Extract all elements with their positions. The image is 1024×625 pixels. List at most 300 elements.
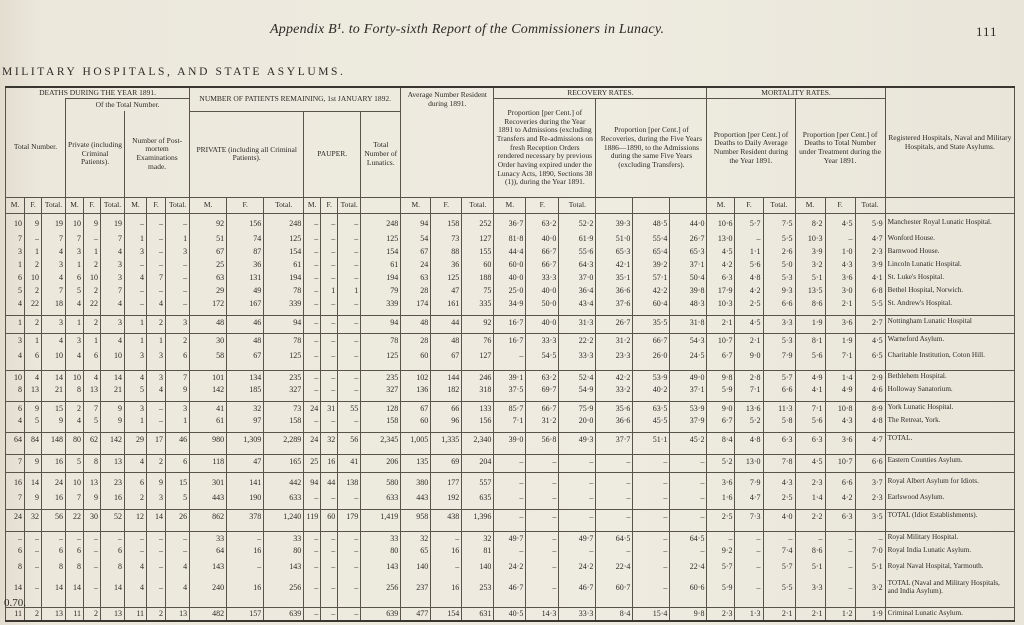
table-body: [6, 214, 1015, 621]
table-cell: 5·8: [763, 415, 795, 428]
table-cell: 1: [6, 259, 25, 272]
table-cell: 1,419: [361, 510, 401, 523]
table-row: [6, 510, 1015, 523]
table-cell: 37·5: [494, 384, 526, 397]
col-f: F.: [321, 198, 338, 214]
table-cell: 35·1: [596, 272, 633, 285]
table-cell: 8·4: [596, 608, 633, 621]
table-cell: 3·6: [825, 316, 855, 329]
table-cell: 16·7: [494, 334, 526, 347]
table-cell: 92: [190, 214, 227, 233]
table-cell: 78: [264, 285, 304, 298]
table-cell: 1: [166, 233, 190, 246]
table-cell: 6·7: [707, 347, 735, 366]
table-cell: 442: [264, 473, 304, 492]
table-cell: 16: [227, 545, 264, 558]
table-cell: 142: [190, 384, 227, 397]
table-cell: 633: [361, 492, 401, 505]
table-cell: 16: [431, 577, 462, 599]
table-cell: 61: [361, 259, 401, 272]
table-cell: 23: [101, 473, 125, 492]
table-cell: –: [321, 347, 338, 366]
table-cell: 53·9: [633, 371, 670, 384]
table-cell: 1: [84, 246, 101, 259]
table-cell: 635: [462, 492, 494, 505]
table-cell: –: [735, 545, 763, 558]
hospital-name: Nottingham Lunatic Hospital: [885, 316, 1014, 329]
table-cell: –: [321, 558, 338, 577]
table-cell: 8: [101, 558, 125, 577]
table-cell: –: [494, 545, 526, 558]
table-cell: 7: [101, 233, 125, 246]
table-cell: –: [795, 532, 825, 545]
table-cell: 94: [361, 316, 401, 329]
table-cell: 73: [431, 233, 462, 246]
table-cell: 48·3: [670, 298, 707, 311]
table-cell: 318: [462, 384, 494, 397]
table-cell: –: [304, 246, 321, 259]
table-cell: –: [338, 384, 361, 397]
table-cell: 39·3: [596, 214, 633, 233]
table-cell: –: [596, 510, 633, 523]
table-cell: 3·6: [707, 473, 735, 492]
mortality-rates-header: MORTALITY RATES.: [707, 87, 885, 99]
table-cell: 204: [462, 455, 494, 468]
table-cell: 31: [321, 402, 338, 415]
table-cell: 24·2: [494, 558, 526, 577]
table-cell: 6: [66, 272, 84, 285]
table-cell: 60·6: [670, 577, 707, 599]
table-cell: 580: [361, 473, 401, 492]
hospital-name: Royal Naval Hospital, Yarmouth.: [885, 558, 1014, 577]
table-cell: 97: [227, 415, 264, 428]
table-cell: 158: [431, 214, 462, 233]
table-cell: 3: [125, 246, 147, 259]
table-cell: –: [559, 545, 596, 558]
table-cell: 48: [227, 334, 264, 347]
total-number-header: Total Number.: [6, 99, 66, 198]
table-cell: 6: [25, 347, 42, 366]
table-row: [6, 415, 1015, 428]
hospital-name: Warneford Asylum.: [885, 334, 1014, 347]
table-cell: 64·5: [670, 532, 707, 545]
table-cell: 958: [401, 510, 431, 523]
table-cell: –: [526, 455, 559, 468]
table-cell: 85·7: [494, 402, 526, 415]
table-cell: –: [338, 272, 361, 285]
table-cell: –: [304, 558, 321, 577]
table-cell: 157: [227, 608, 264, 621]
table-cell: 206: [361, 455, 401, 468]
table-cell: 58: [190, 347, 227, 366]
table-cell: –: [596, 455, 633, 468]
table-cell: 88: [431, 246, 462, 259]
table-row: [6, 384, 1015, 397]
table-cell: 50·4: [670, 272, 707, 285]
table-cell: –: [633, 455, 670, 468]
table-cell: –: [494, 347, 526, 366]
table-cell: 4: [6, 347, 25, 366]
table-cell: 66: [431, 402, 462, 415]
table-cell: 3: [66, 334, 84, 347]
table-cell: 4: [101, 334, 125, 347]
table-cell: 7·8: [763, 455, 795, 468]
table-cell: 25: [190, 259, 227, 272]
table-cell: –: [25, 558, 42, 577]
recovery-admissions-header: Proportion [per Cent.] of Recoveries during the Year 1891 to Admissions (excluding Transfers and Re-admissions on fresh Reception Orders rendered necessary by previous Order having expired under the Lunacy Acts, 1890, Sections 38 (1)), during the Year 1891.: [494, 99, 596, 198]
table-cell: 133: [462, 402, 494, 415]
table-cell: 118: [190, 455, 227, 468]
table-cell: –: [6, 532, 25, 545]
table-cell: 185: [227, 384, 264, 397]
table-cell: 4·3: [763, 473, 795, 492]
table-cell: 65·3: [670, 246, 707, 259]
table-cell: 4·2: [707, 259, 735, 272]
table-cell: 26·7: [670, 233, 707, 246]
table-cell: 39·0: [494, 433, 526, 446]
table-cell: 3: [166, 402, 190, 415]
table-cell: –: [304, 384, 321, 397]
table-cell: 6·3: [763, 433, 795, 446]
table-cell: –: [321, 214, 338, 233]
table-cell: 6: [42, 545, 66, 558]
col-total: Total.: [462, 198, 494, 214]
table-cell: 8: [66, 558, 84, 577]
table-cell: 1: [84, 334, 101, 347]
table-cell: 4·8: [855, 415, 885, 428]
table-cell: 65·4: [633, 246, 670, 259]
table-cell: 125: [264, 233, 304, 246]
table-cell: 4·3: [825, 259, 855, 272]
table-cell: –: [147, 259, 166, 272]
table-cell: –: [526, 532, 559, 545]
table-cell: –: [84, 558, 101, 577]
table-cell: –: [147, 246, 166, 259]
table-cell: 5: [66, 285, 84, 298]
table-cell: 16·7: [494, 316, 526, 329]
table-cell: 125: [361, 347, 401, 366]
table-cell: –: [125, 259, 147, 272]
table-row: [6, 545, 1015, 558]
table-cell: –: [670, 510, 707, 523]
table-cell: –: [338, 371, 361, 384]
table-cell: 24: [6, 510, 25, 523]
table-cell: 9: [84, 492, 101, 505]
table-cell: –: [84, 545, 101, 558]
table-cell: 42·2: [633, 285, 670, 298]
table-cell: 1,240: [264, 510, 304, 523]
table-cell: 46·7: [494, 577, 526, 599]
table-cell: –: [166, 545, 190, 558]
table-cell: 43·4: [559, 298, 596, 311]
col-total: Total.: [166, 198, 190, 214]
col-f: F.: [147, 198, 166, 214]
table-cell: 2·3: [855, 246, 885, 259]
table-row: [6, 233, 1015, 246]
table-cell: –: [125, 545, 147, 558]
table-cell: –: [559, 492, 596, 505]
table-cell: 44: [431, 316, 462, 329]
table-cell: 1,396: [462, 510, 494, 523]
table-cell: 54: [401, 233, 431, 246]
table-cell: 13·5: [795, 285, 825, 298]
table-cell: 4·6: [855, 384, 885, 397]
table-cell: 1,005: [401, 433, 431, 446]
table-cell: 167: [227, 298, 264, 311]
table-cell: 40·2: [633, 384, 670, 397]
table-cell: 9·0: [735, 347, 763, 366]
table-cell: 46: [166, 433, 190, 446]
statistics-table: [5, 86, 1015, 622]
table-cell: 4: [166, 577, 190, 599]
table-cell: 5·6: [735, 259, 763, 272]
table-cell: 32: [462, 532, 494, 545]
hospital-name: TOTAL (Naval and Military Hospitals, and India Asylum).: [885, 577, 1014, 599]
table-cell: 6: [101, 545, 125, 558]
table-cell: 248: [264, 214, 304, 233]
table-cell: 66·7: [633, 334, 670, 347]
table-cell: 2·1: [795, 608, 825, 621]
table-cell: –: [147, 545, 166, 558]
table-cell: 194: [264, 272, 304, 285]
table-cell: 73: [264, 402, 304, 415]
table-cell: 1: [66, 316, 84, 329]
col-total: Total.: [559, 198, 596, 214]
col-f: F.: [526, 198, 559, 214]
table-cell: 60·0: [494, 259, 526, 272]
table-cell: –: [559, 455, 596, 468]
table-cell: –: [304, 532, 321, 545]
table-cell: 22·2: [559, 334, 596, 347]
table-cell: 16: [42, 492, 66, 505]
hospital-name: Charitable Institution, Coton Hill.: [885, 347, 1014, 366]
col-f: F.: [84, 198, 101, 214]
table-cell: 87: [227, 246, 264, 259]
table-cell: 4·1: [855, 272, 885, 285]
table-cell: –: [526, 558, 559, 577]
table-cell: 28: [401, 285, 431, 298]
table-cell: 37·6: [596, 298, 633, 311]
col-f: F.: [825, 198, 855, 214]
table-cell: 4: [6, 298, 25, 311]
table-cell: 9: [25, 455, 42, 468]
table-cell: 4·5: [735, 316, 763, 329]
table-cell: 4·2: [735, 285, 763, 298]
table-cell: 16: [6, 473, 25, 492]
table-cell: –: [526, 545, 559, 558]
table-cell: 4·5: [707, 246, 735, 259]
table-cell: 5·1: [855, 558, 885, 577]
table-cell: 40·5: [494, 608, 526, 621]
table-cell: 10·7: [825, 455, 855, 468]
table-cell: 80: [66, 433, 84, 446]
table-cell: 14: [147, 510, 166, 523]
table-cell: 47: [431, 285, 462, 298]
post-mortem-header: Number of Post-mortem Examinations made.: [125, 111, 190, 198]
table-cell: 2·1: [825, 298, 855, 311]
table-cell: 42·1: [596, 259, 633, 272]
table-cell: 9: [42, 415, 66, 428]
table-cell: –: [494, 510, 526, 523]
table-cell: 5: [6, 285, 25, 298]
table-cell: 135: [401, 455, 431, 468]
table-cell: 256: [264, 577, 304, 599]
table-cell: 6·6: [763, 298, 795, 311]
table-cell: 15: [42, 402, 66, 415]
table-cell: –: [338, 316, 361, 329]
table-cell: 138: [338, 473, 361, 492]
table-cell: 2·3: [795, 473, 825, 492]
table-cell: –: [321, 608, 338, 621]
table-cell: 49·7: [559, 532, 596, 545]
table-cell: 37·1: [670, 384, 707, 397]
table-cell: –: [321, 532, 338, 545]
table-cell: 3: [166, 316, 190, 329]
table-cell: –: [25, 233, 42, 246]
table-cell: 16: [42, 455, 66, 468]
table-cell: 4: [84, 371, 101, 384]
table-cell: 252: [462, 214, 494, 233]
table-cell: 65·3: [596, 246, 633, 259]
table-cell: 4: [6, 415, 25, 428]
table-cell: 2·5: [763, 492, 795, 505]
table-cell: 5: [125, 384, 147, 397]
table-cell: 33·3: [526, 334, 559, 347]
table-cell: –: [338, 214, 361, 233]
table-cell: 64: [6, 433, 25, 446]
table-cell: –: [633, 545, 670, 558]
table-cell: 6·3: [707, 272, 735, 285]
table-cell: 53·9: [670, 402, 707, 415]
table-cell: –: [166, 285, 190, 298]
table-cell: 50·0: [526, 298, 559, 311]
table-cell: 7·1: [825, 347, 855, 366]
table-cell: 131: [227, 272, 264, 285]
table-cell: –: [125, 532, 147, 545]
table-cell: –: [526, 473, 559, 492]
table-cell: 7·4: [763, 545, 795, 558]
table-cell: 4: [42, 246, 66, 259]
table-cell: 5·9: [855, 214, 885, 233]
table-cell: 1·0: [825, 246, 855, 259]
table-cell: 49: [227, 285, 264, 298]
table-cell: 7·0: [855, 545, 885, 558]
table-cell: 37·1: [670, 259, 707, 272]
table-cell: 80: [361, 545, 401, 558]
table-cell: 1·9: [795, 316, 825, 329]
table-cell: 141: [227, 473, 264, 492]
table-cell: 13: [84, 473, 101, 492]
table-cell: 26·0: [633, 347, 670, 366]
table-cell: –: [431, 532, 462, 545]
table-cell: 48: [431, 334, 462, 347]
table-cell: 5·7: [763, 558, 795, 577]
table-cell: 36·6: [596, 285, 633, 298]
table-cell: –: [166, 259, 190, 272]
table-cell: 60: [401, 415, 431, 428]
table-cell: 2,289: [264, 433, 304, 446]
table-cell: 1,309: [227, 433, 264, 446]
table-cell: 4: [125, 577, 147, 599]
table-cell: 3: [101, 316, 125, 329]
table-cell: 8: [6, 558, 25, 577]
table-cell: –: [166, 298, 190, 311]
table-cell: 154: [431, 608, 462, 621]
table-cell: 5·2: [735, 415, 763, 428]
table-cell: 6: [84, 347, 101, 366]
table-cell: 7: [42, 285, 66, 298]
hospital-name: Criminal Lunatic Asylum.: [885, 608, 1014, 621]
table-cell: 6: [6, 402, 25, 415]
table-cell: 2·7: [855, 316, 885, 329]
table-cell: 237: [401, 577, 431, 599]
table-cell: 148: [42, 433, 66, 446]
table-cell: 15: [166, 473, 190, 492]
hospital-name: Earlswood Asylum.: [885, 492, 1014, 505]
table-cell: 45·5: [633, 415, 670, 428]
table-cell: 443: [190, 492, 227, 505]
table-cell: 4: [125, 371, 147, 384]
table-cell: 4: [125, 272, 147, 285]
table-cell: 5·7: [735, 214, 763, 233]
table-cell: –: [633, 492, 670, 505]
table-cell: 4: [25, 371, 42, 384]
table-cell: 63: [401, 272, 431, 285]
table-cell: 6·8: [855, 285, 885, 298]
table-row: [6, 272, 1015, 285]
table-cell: 13: [101, 455, 125, 468]
table-cell: 6·3: [795, 433, 825, 446]
table-cell: 8·6: [795, 545, 825, 558]
table-cell: 4: [147, 298, 166, 311]
table-cell: 3: [66, 246, 84, 259]
table-cell: –: [147, 577, 166, 599]
table-cell: 5·5: [763, 577, 795, 599]
table-cell: 4·8: [735, 272, 763, 285]
table-cell: 1·4: [795, 492, 825, 505]
table-cell: 155: [462, 246, 494, 259]
table-cell: –: [526, 577, 559, 599]
table-cell: 11: [6, 608, 25, 621]
table-cell: 10: [6, 371, 25, 384]
table-cell: 6·5: [855, 347, 885, 366]
table-cell: –: [825, 558, 855, 577]
table-cell: –: [338, 577, 361, 599]
hospital-name: TOTAL.: [885, 433, 1014, 446]
table-cell: 40·0: [526, 316, 559, 329]
table-cell: 165: [264, 455, 304, 468]
table-cell: –: [338, 246, 361, 259]
table-cell: 482: [190, 608, 227, 621]
table-cell: 75: [462, 285, 494, 298]
table-cell: 240: [190, 577, 227, 599]
table-cell: –: [596, 545, 633, 558]
table-cell: 37·9: [670, 415, 707, 428]
table-cell: 2·3: [707, 608, 735, 621]
table-cell: 156: [227, 214, 264, 233]
table-cell: 3·3: [763, 316, 795, 329]
table-cell: 96: [431, 415, 462, 428]
table-cell: 84: [25, 433, 42, 446]
table-cell: –: [559, 473, 596, 492]
table-cell: 142: [101, 433, 125, 446]
table-cell: 64·5: [596, 532, 633, 545]
table-cell: –: [338, 259, 361, 272]
table-cell: 174: [401, 298, 431, 311]
table-cell: 4: [101, 298, 125, 311]
table-cell: 4·7: [855, 233, 885, 246]
table-cell: 63·5: [633, 402, 670, 415]
